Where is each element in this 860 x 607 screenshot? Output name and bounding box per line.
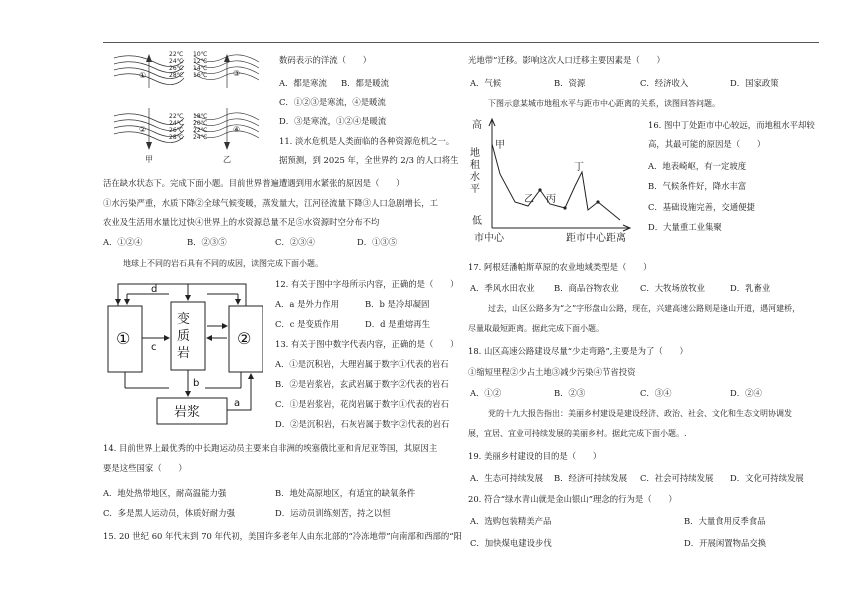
q17-stem: 17. 阿根廷潘帕斯草原的农业地域类型是（ ） bbox=[468, 262, 652, 272]
q20-stem: 20. 符合“绿水青山就是金山银山”理念的行为是（ ） bbox=[468, 494, 677, 504]
y-bottom: 低 bbox=[472, 216, 482, 227]
land-rent-chart bbox=[470, 114, 638, 244]
isotherm-label: 26℃ bbox=[169, 65, 184, 72]
q15-option-b: B．资源 bbox=[554, 78, 586, 88]
road-intro-1: 过去，山区公路多为“之”字形盘山公路，现在，兴建高速公路则是逢山开道，遇河建桥， bbox=[488, 304, 801, 313]
q11-option-a: A．①②④ bbox=[103, 237, 143, 247]
q14-line-1: 14. 目前世界上最优秀的中长跑运动员主要来自非洲的埃塞俄比亚和肯尼亚等国，其原因主 bbox=[103, 443, 438, 453]
x-left: 市中心 bbox=[474, 233, 504, 244]
q14-line-2: 要是这些国家（ ） bbox=[103, 463, 187, 473]
isotherm-label: 28℃ bbox=[169, 72, 184, 79]
label-yi: 乙 bbox=[223, 155, 231, 164]
q12-option-b: B．b 是冷却凝固 bbox=[365, 299, 430, 309]
arrow-a-label: a bbox=[234, 398, 241, 409]
marker-1: ① bbox=[139, 71, 147, 80]
box-1-label: ① bbox=[116, 329, 131, 348]
isotherm-label: 22℃ bbox=[169, 113, 184, 120]
q10-option-d: D．③是寒流，①②④是暖流 bbox=[279, 116, 387, 126]
isotherm-label: 24℃ bbox=[169, 58, 184, 65]
isotherm-label: 10℃ bbox=[193, 51, 208, 58]
q17-option-d: D．乳畜业 bbox=[730, 283, 771, 293]
q17-option-b: B．商品谷物农业 bbox=[554, 283, 619, 293]
q11-option-d: D．①③⑤ bbox=[357, 237, 398, 247]
q11-line-4: ①水污染严重，水质下降②全球气候变暖，蒸发量大，江河径流量下降③人口急剧增长，工 bbox=[103, 198, 438, 208]
q19-stem: 19. 美丽乡村建设的目的是（ ） bbox=[468, 451, 602, 461]
q13-option-a: A．①是沉积岩，大理岩属于数字①代表的岩石 bbox=[275, 359, 449, 369]
q15-option-a: A．气候 bbox=[470, 78, 502, 88]
q20-option-c: C．加快煤电建设步伐 bbox=[470, 538, 552, 548]
isotherm-label: 22℃ bbox=[193, 127, 208, 134]
isotherm-label: 14℃ bbox=[193, 65, 208, 72]
q18-option-d: D．②④ bbox=[730, 388, 762, 398]
q15-line-2: 光地带”迁移。影响这次人口迁移主要因素是（ ） bbox=[468, 55, 665, 65]
q14-option-d: D．运动员训练刻苦，持之以恒 bbox=[275, 508, 391, 518]
q16-option-c: C．基础设施完善，交通便捷 bbox=[648, 202, 755, 212]
q11-line-1: 11. 淡水危机是人类面临的各种资源危机之一。 bbox=[279, 136, 455, 146]
rural-intro-1: 党的十九大报告指出：美丽乡村建设是建设经济、政治、社会、文化和生态文明协调发 bbox=[488, 409, 792, 418]
q20-option-d: D．开展闲置物品交换 bbox=[684, 538, 767, 548]
q16-line-1: 16. 图中丁处距市中心较远，而地租水平却较 bbox=[648, 120, 815, 130]
isotherm-label: 24℃ bbox=[169, 120, 184, 127]
marker-4: ④ bbox=[233, 125, 241, 134]
rent-intro: 下图示意某城市地租水平与距市中心距离的关系，读图回答问题。 bbox=[488, 99, 720, 108]
q17-option-c: C．大牧场放牧业 bbox=[640, 283, 706, 293]
q13-option-c: C．①是岩浆岩，花岗岩属于数字①代表的岩石 bbox=[275, 399, 449, 409]
isotherm-label: 24℃ bbox=[193, 134, 208, 141]
q16-line-2: 高，其最可能的原因是（ ） bbox=[648, 139, 766, 149]
q12-stem: 12. 有关于图中字母所示内容，正确的是（ ） bbox=[275, 279, 459, 289]
point-yi: 乙 bbox=[524, 194, 534, 205]
point-ding: 丁 bbox=[574, 162, 584, 173]
box-2-label: ② bbox=[237, 329, 252, 348]
isotherm-label: 28℃ bbox=[169, 134, 184, 141]
q18-option-b: B．②③ bbox=[554, 388, 586, 398]
q11-line-5: 农业及生活用水量比过快④世界上的水资源总量不足⑤水资源时空分布不均 bbox=[103, 217, 380, 227]
y-top: 高 bbox=[472, 120, 482, 131]
q14-option-c: C．多是黑人运动员，体质好耐力强 bbox=[103, 508, 236, 518]
isotherm-label: 22℃ bbox=[169, 51, 184, 58]
right-column bbox=[468, 46, 820, 598]
q15-line-1: 15. 20 世纪 60 年代末到 70 年代初，美国许多老年人由东北部的“冷冻地带”向南部和西部的“阳 bbox=[103, 531, 462, 541]
ocean-current-figure bbox=[109, 48, 269, 166]
magma-label: 岩浆 bbox=[174, 405, 201, 420]
marker-2: ② bbox=[139, 125, 147, 134]
rent-curve bbox=[492, 144, 620, 220]
arrow-c-label: c bbox=[151, 342, 157, 353]
arrow-b-label: b bbox=[193, 378, 200, 389]
q15-option-d: D．国家政策 bbox=[730, 78, 779, 88]
y-axis-title: 地租水平 bbox=[470, 148, 480, 195]
q14-option-b: B．地处高原地区，有适宜的缺氧条件 bbox=[275, 488, 416, 498]
road-intro-2: 尽量取最短距离。据此完成下面小题。 bbox=[468, 324, 604, 333]
rural-intro-2: 展，宜居、宜业可持续发展的美丽乡村。据此完成下面小题。. bbox=[468, 429, 687, 438]
q10-option-a: A．都是寒流 bbox=[279, 78, 327, 88]
marker-3: ③ bbox=[233, 69, 241, 78]
q16-option-a: A．地表崎岖，有一定坡度 bbox=[648, 161, 747, 171]
q13-stem: 13. 有关于图中数字代表内容，正确的是（ ） bbox=[275, 339, 459, 349]
q17-option-a: A．季风水田农业 bbox=[470, 283, 535, 293]
q12-option-a: A．a 是外力作用 bbox=[275, 299, 339, 309]
q10-option-c: C．①②③是寒流，④是暖流 bbox=[279, 97, 386, 107]
q16-option-b: B．气候条件好，降水丰富 bbox=[648, 181, 747, 191]
top-rule bbox=[103, 42, 819, 43]
label-jia: 甲 bbox=[145, 155, 153, 164]
q20-option-a: A．选购包装精美产品 bbox=[470, 516, 552, 526]
q11-option-c: C．②③④ bbox=[275, 237, 315, 247]
left-column bbox=[103, 46, 462, 598]
q20-option-b: B．大量食用反季食品 bbox=[684, 516, 766, 526]
q19-option-a: A．生态可持续发展 bbox=[470, 473, 544, 483]
isotherm-label: 18℃ bbox=[193, 113, 208, 120]
rock-intro: 地球上不同的岩石具有不同的成因，读图完成下面小题。 bbox=[123, 259, 323, 268]
q12-option-c: C．c 是变质作用 bbox=[275, 319, 340, 329]
q11-option-b: B．②③⑤ bbox=[187, 237, 227, 247]
q18-stem: 18. 山区高速公路建设尽量“少走弯路”,主要是为了（ ） bbox=[468, 346, 688, 356]
point-jia: 甲 bbox=[495, 140, 505, 151]
point-bing: 丙 bbox=[546, 194, 556, 205]
q19-option-d: D．文化可持续发展 bbox=[730, 473, 804, 483]
q13-option-d: D．②是沉积岩，石灰岩属于数字②代表的岩石 bbox=[275, 419, 450, 429]
q18-items: ①缩短里程②少占土地③减少污染④节省投资 bbox=[468, 367, 636, 377]
isotherm-label: 16℃ bbox=[193, 72, 208, 79]
isotherm-label: 20℃ bbox=[193, 120, 208, 127]
metamorphic-label: 变质岩 bbox=[177, 312, 191, 361]
q18-option-c: C．③④ bbox=[640, 388, 672, 398]
q19-option-c: C．社会可持续发展 bbox=[640, 473, 714, 483]
isotherm-label: 12℃ bbox=[193, 58, 208, 65]
q10-stem: 数码表示的洋流（ ） bbox=[279, 55, 372, 65]
q19-option-b: B．经济可持续发展 bbox=[554, 473, 628, 483]
q10-option-b: B．都是暖流 bbox=[341, 78, 390, 88]
q16-option-d: D．大量重工业集聚 bbox=[648, 222, 722, 232]
isotherm-label: 26℃ bbox=[169, 127, 184, 134]
arrow-d-label: d bbox=[151, 284, 158, 295]
q18-option-a: A．①② bbox=[470, 388, 502, 398]
q13-option-b: B．②是岩浆岩，玄武岩属于数字②代表的岩石 bbox=[275, 379, 449, 389]
q11-line-3: 活在缺水状态下。完成下面小题。目前世界普遍遭遇到用水紧张的原因是（ ） bbox=[103, 178, 405, 188]
x-right: 距市中心距离 bbox=[566, 233, 626, 244]
q14-option-a: A．地处热带地区，耐高温能力强 bbox=[103, 488, 227, 498]
q15-option-c: C．经济收入 bbox=[640, 78, 689, 88]
q11-line-2: 据预测，到 2025 年，全世界约 2/3 的人口将生 bbox=[279, 155, 459, 165]
q12-option-d: D．d 是重熔再生 bbox=[365, 319, 430, 329]
